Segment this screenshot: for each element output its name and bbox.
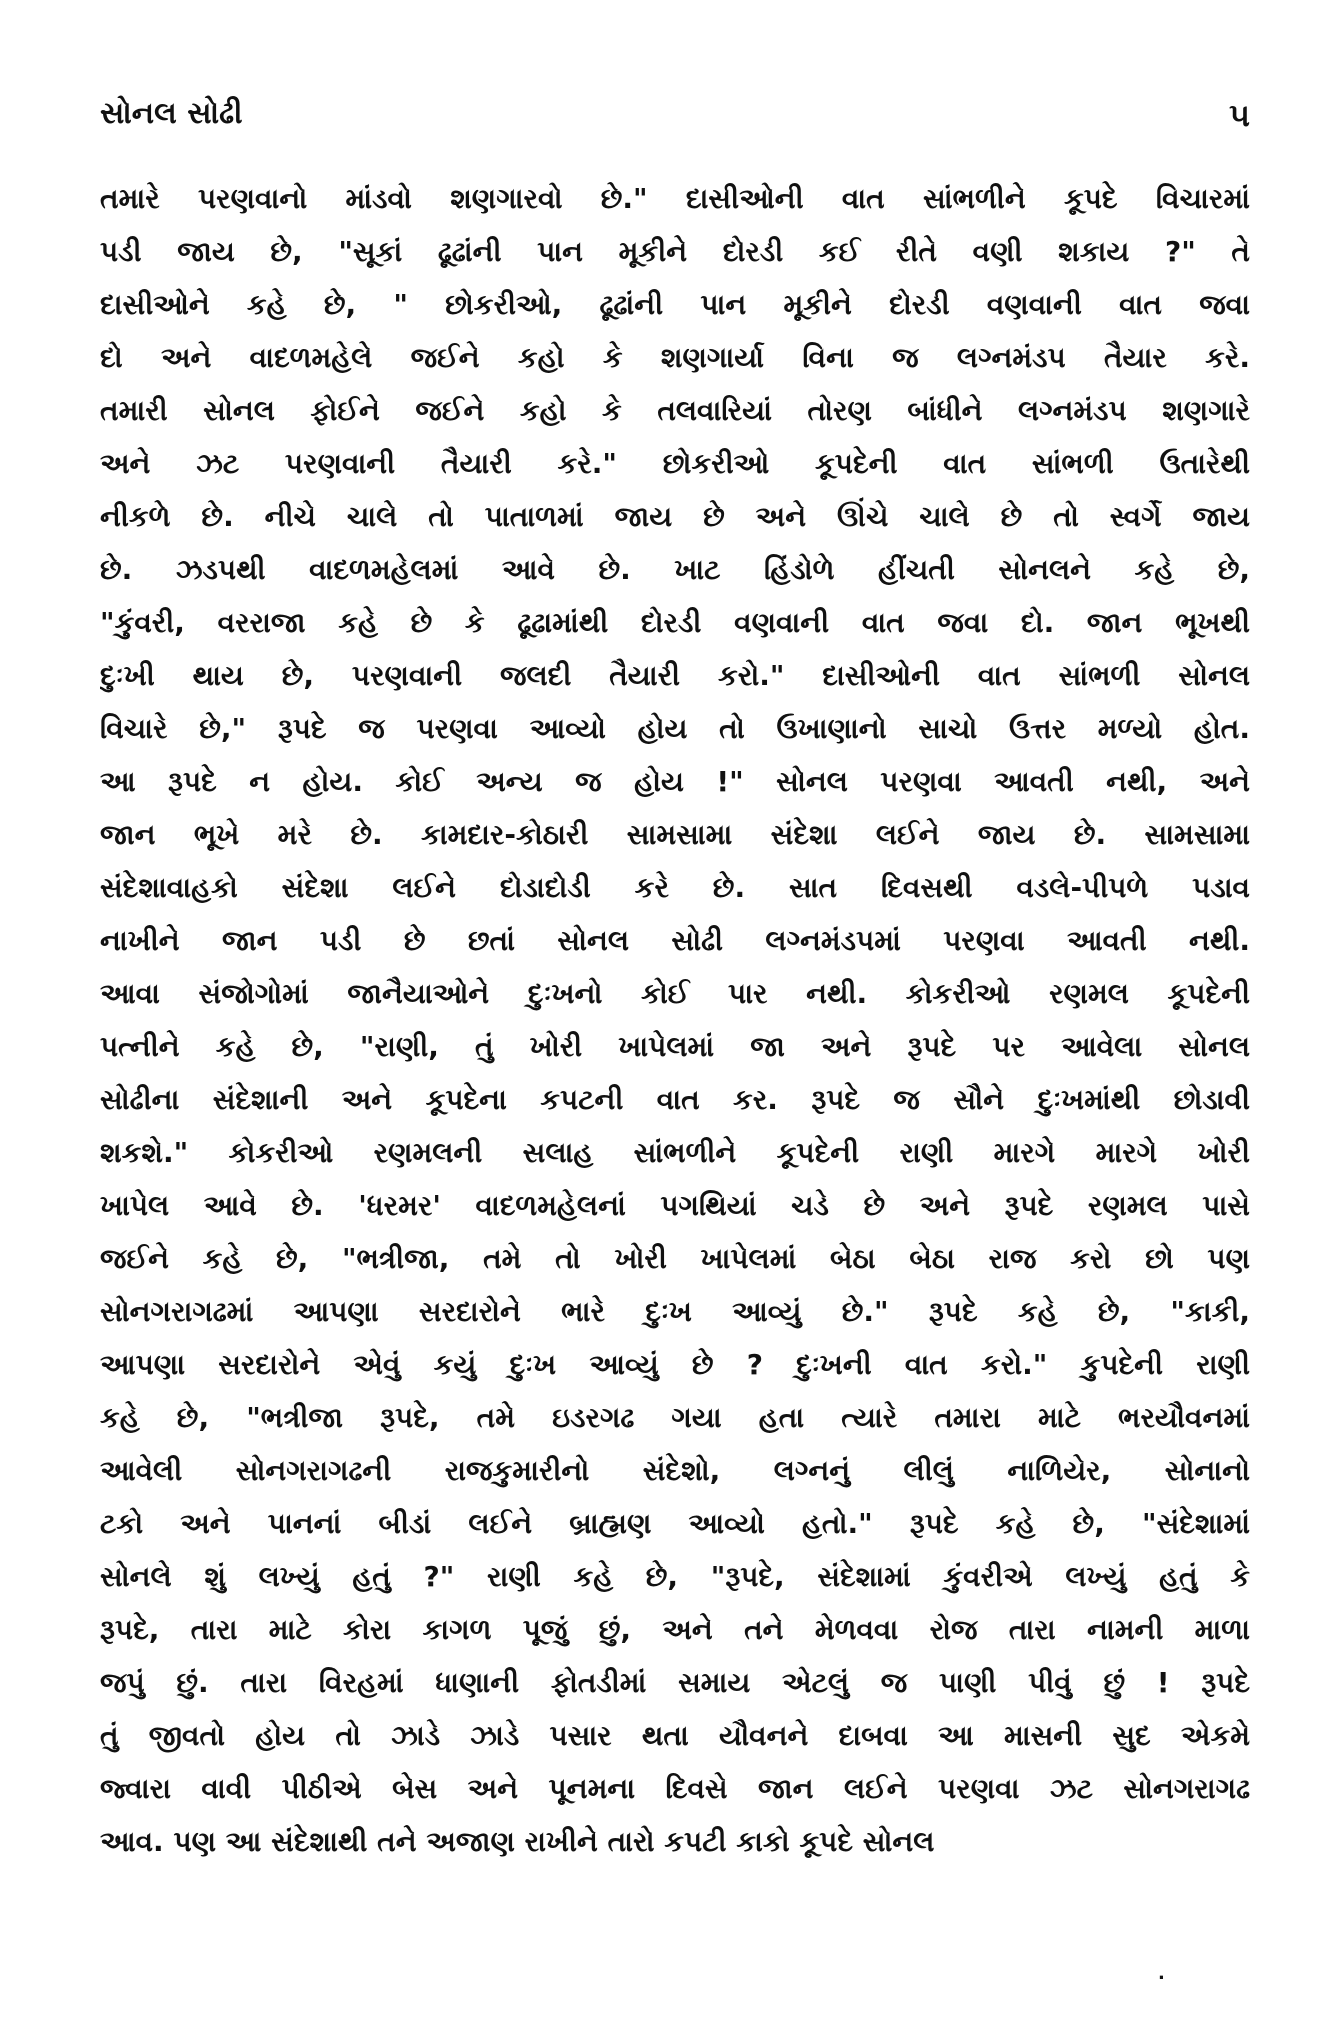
text-line: નાખીને જાન પડી છે છતાં સોનલ સોઢી લગ્નમંડપમાં પરણવા આવતી નથી. [100, 924, 1250, 957]
running-title: સોનલ સોઢી [100, 96, 243, 131]
text-line: સોનલે શું લખ્યું હતું ?" રાણી કહે છે, "રૂપદે, સંદેશામાં કુંવરીએ લખ્યું હતું કે [100, 1560, 1250, 1593]
text-line: તું જીવતો હોય તો ઝાડે ઝાડે પસાર થતા યૌવનને દાબવા આ માસની સુદ એકમે [100, 1719, 1250, 1752]
text-line: જપું છું. તારા વિરહમાં ધાણાની ફોતડીમાં સમાય એટલું જ પાણી પીવું છું ! રૂપદે [100, 1666, 1250, 1699]
text-line: "કુંવરી, વરરાજા કહે છે કે ઢૂઢામાંથી દોરડી વણવાની વાત જવા દો. જાન ભૂખથી [100, 606, 1250, 639]
text-line: સંદેશાવાહકો સંદેશા લઈને દોડાદોડી કરે છે. સાત દિવસથી વડલે-પીપળે પડાવ [100, 871, 1250, 904]
text-line: દો અને વાદળમહેલે જઈને કહો કે શણગાર્યા વિના જ લગ્નમંડપ તૈયાર કરે. [100, 341, 1250, 374]
text-line: ટકો અને પાનનાં બીડાં લઈને બ્રાહ્મણ આવ્યો હતો." રૂપદે કહે છે, "સંદેશામાં [100, 1507, 1250, 1540]
text-line: પત્નીને કહે છે, "રાણી, તું ખોરી ખાપેલમાં જા અને રૂપદે પર આવેલા સોનલ [100, 1030, 1250, 1063]
text-line: રૂપદે, તારા માટે કોરા કાગળ પૂજું છું, અને તને મેળવવા રોજ તારા નામની માળા [100, 1613, 1250, 1646]
text-line: કહે છે, "ભત્રીજા રૂપદે, તમે ઇડરગઢ ગયા હતા ત્યારે તમારા માટે ભરયૌવનમાં [100, 1401, 1250, 1434]
text-line: ખાપેલ આવે છે. 'ધરમર' વાદળમહેલનાં પગથિયાં ચડે છે અને રૂપદે રણમલ પાસે [100, 1189, 1250, 1222]
text-line: આવેલી સોનગરાગઢની રાજકુમારીનો સંદેશો, લગ્નનું લીલું નાળિયેર, સોનાનો [100, 1454, 1250, 1487]
text-line: પડી જાય છે, "સૂકાં ઢૂઢાંની પાન મૂકીને દોરડી કઈ રીતે વણી શકાય ?" તે [100, 235, 1250, 268]
text-line: જઈને કહે છે, "ભત્રીજા, તમે તો ખોરી ખાપેલમાં બેઠા બેઠા રાજ કરો છો પણ [100, 1242, 1250, 1275]
text-line: નીકળે છે. નીચે ચાલે તો પાતાળમાં જાય છે અને ઊંચે ચાલે છે તો સ્વર્ગે જાય [100, 500, 1250, 533]
text-line: વિચારે છે," રૂપદે જ પરણવા આવ્યો હોય તો ઉખાણાનો સાચો ઉત્તર મળ્યો હોત. [100, 712, 1250, 745]
text-line: આ રૂપદે ન હોય. કોઈ અન્ય જ હોય !" સોનલ પરણવા આવતી નથી, અને [100, 765, 1250, 798]
text-line: આપણા સરદારોને એવું કયું દુઃખ આવ્યું છે ? દુઃખની વાત કરો." કુપદેની રાણી [100, 1348, 1250, 1381]
body-text [100, 172, 1250, 1868]
text-line: સોનગરાગઢમાં આપણા સરદારોને ભારે દુઃખ આવ્યું છે." રૂપદે કહે છે, "કાકી, [100, 1295, 1250, 1328]
text-line: તમારી સોનલ ફોઈને જઈને કહો કે તલવારિયાં તોરણ બાંધીને લગ્નમંડપ શણગારે [100, 394, 1250, 427]
text-line: સોઢીના સંદેશાની અને કૂપદેના કપટની વાત કર. રૂપદે જ સૌને દુઃખમાંથી છોડાવી [100, 1083, 1250, 1116]
text-line: તમારે પરણવાનો માંડવો શણગારવો છે." દાસીઓની વાત સાંભળીને કૂપદે વિચારમાં [100, 182, 1250, 215]
text-line: આવ. પણ આ સંદેશાથી તને અજાણ રાખીને તારો કપટી કાકો કૂપદે સોનલ [100, 1825, 935, 1858]
text-line: જાન ભૂખે મરે છે. કામદાર-કોઠારી સામસામા સંદેશા લઈને જાય છે. સામસામા [100, 818, 1250, 851]
text-line: દુઃખી થાય છે, પરણવાની જલદી તૈયારી કરો." દાસીઓની વાત સાંભળી સોનલ [100, 659, 1250, 692]
text-line: આવા સંજોગોમાં જાનૈયાઓને દુઃખનો કોઈ પાર નથી. કોકરીઓ રણમલ કૂપદેની [100, 977, 1250, 1010]
page-header [100, 96, 1250, 146]
text-line: છે. ઝડપથી વાદળમહેલમાં આવે છે. ખાટ હિંડોળે હીંચતી સોનલને કહે છે, [100, 553, 1250, 586]
text-line: દાસીઓને કહે છે, " છોકરીઓ, ઢૂઢાંની પાન મૂકીને દોરડી વણવાની વાત જવા [100, 288, 1250, 321]
text-line: જ્વારા વાવી પીઠીએ બેસ અને પૂનમના દિવસે જાન લઈને પરણવા ઝટ સોનગરાગઢ [100, 1772, 1250, 1805]
page-number: ૫ [1228, 96, 1250, 134]
text-line: અને ઝટ પરણવાની તૈયારી કરે." છોકરીઓ કૂપદેની વાત સાંભળી ઉતારેથી [100, 447, 1250, 480]
footer-mark: . [1158, 1963, 1165, 1984]
text-line: શકશે." કોકરીઓ રણમલની સલાહ સાંભળીને કૂપદેની રાણી મારગે મારગે ખોરી [100, 1136, 1250, 1169]
